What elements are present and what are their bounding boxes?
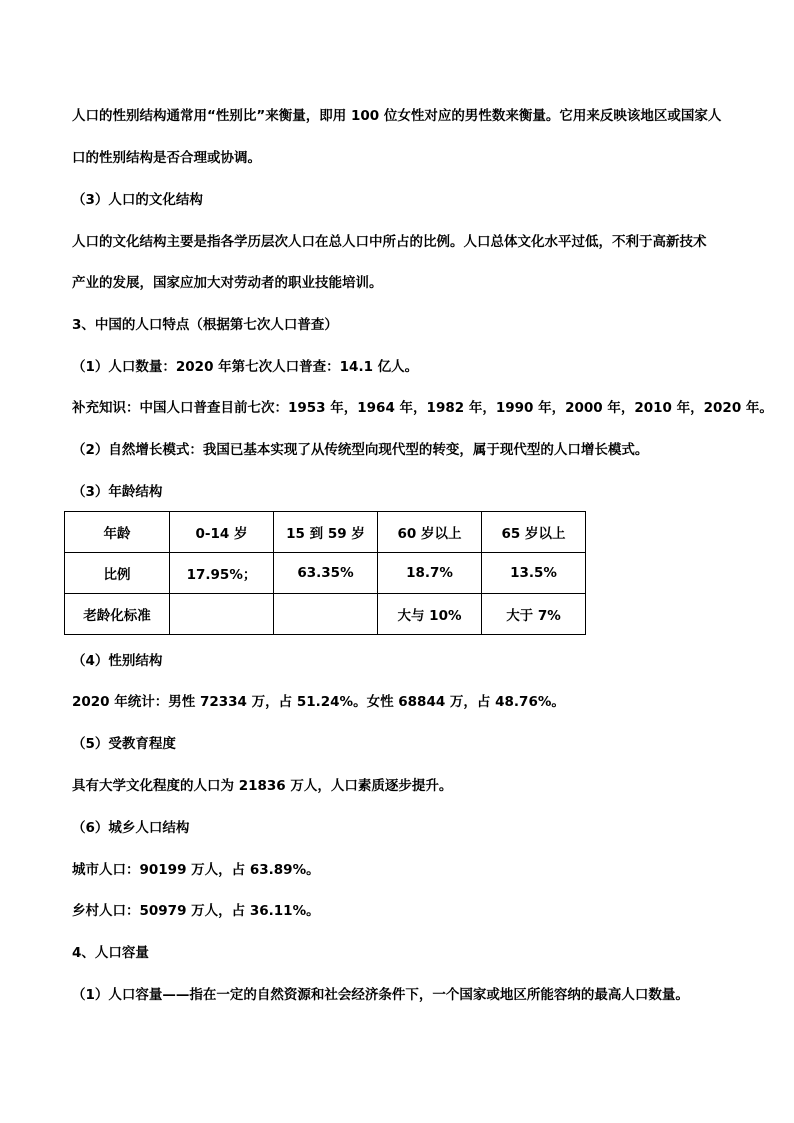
heading-population-capacity: 4、人口容量 (72, 945, 149, 961)
paragraph-cultural-line1: 人口的文化结构主要是指各学历层次人口在总人口中所占的比例。人口总体文化水平过低，不利于高新技术 (72, 234, 707, 250)
paragraph-sex-ratio-line1: 人口的性别结构通常用“性别比”来衡量，即用 100 位女性对应的男性数来衡量。它用来反映该地区或国家人 (72, 108, 722, 124)
paragraph-education: 具有大学文化程度的人口为 21836 万人，人口素质逐步提升。 (72, 778, 453, 794)
table-cell (170, 594, 274, 635)
heading-growth-mode: （2）自然增长模式：我国已基本实现了从传统型向现代型的转变，属于现代型的人口增长模式。 (72, 442, 649, 458)
table-cell: 17.95%； (170, 553, 274, 594)
table-cell: 0-14 岁 (170, 512, 274, 553)
paragraph-cultural-line2: 产业的发展，国家应加大对劳动者的职业技能培训。 (72, 275, 383, 291)
table-cell: 大于 7% (482, 594, 586, 635)
table-cell: 大与 10% (378, 594, 482, 635)
table-cell: 13.5% (482, 553, 586, 594)
table-row (65, 594, 586, 635)
table-cell: 老龄化标准 (65, 594, 170, 635)
table-cell (274, 594, 378, 635)
table-cell: 年龄 (65, 512, 170, 553)
table-row (65, 553, 586, 594)
table-cell: 63.35% (274, 553, 378, 594)
table-row (65, 512, 586, 553)
table-cell: 18.7% (378, 553, 482, 594)
table-cell: 比例 (65, 553, 170, 594)
table-cell: 60 岁以上 (378, 512, 482, 553)
paragraph-capacity-definition: （1）人口容量——指在一定的自然资源和社会经济条件下，一个国家或地区所能容纳的最高人口数量。 (72, 987, 689, 1003)
table-cell: 65 岁以上 (482, 512, 586, 553)
heading-urban-rural: （6）城乡人口结构 (72, 820, 190, 836)
paragraph-rural: 乡村人口：50979 万人，占 36.11%。 (72, 903, 320, 919)
paragraph-urban: 城市人口：90199 万人，占 63.89%。 (72, 862, 320, 878)
age-structure-table (64, 511, 586, 635)
heading-cultural-structure: （3）人口的文化结构 (72, 192, 203, 208)
heading-population-count: （1）人口数量：2020 年第七次人口普查：14.1 亿人。 (72, 359, 419, 375)
paragraph-sex-stats: 2020 年统计：男性 72334 万，占 51.24%。女性 68844 万，占 48.76%。 (72, 694, 565, 710)
paragraph-sex-ratio-line2: 口的性别结构是否合理或协调。 (72, 150, 261, 166)
heading-sex-structure: （4）性别结构 (72, 653, 163, 669)
paragraph-census-history: 补充知识：中国人口普查目前七次：1953 年，1964 年，1982 年，1990 年，2000 年，2010 年，2020 年。 (72, 400, 773, 416)
heading-education: （5）受教育程度 (72, 736, 176, 752)
heading-china-population: 3、中国的人口特点（根据第七次人口普查） (72, 317, 338, 333)
table-cell: 15 到 59 岁 (274, 512, 378, 553)
heading-age-structure: （3）年龄结构 (72, 484, 163, 500)
